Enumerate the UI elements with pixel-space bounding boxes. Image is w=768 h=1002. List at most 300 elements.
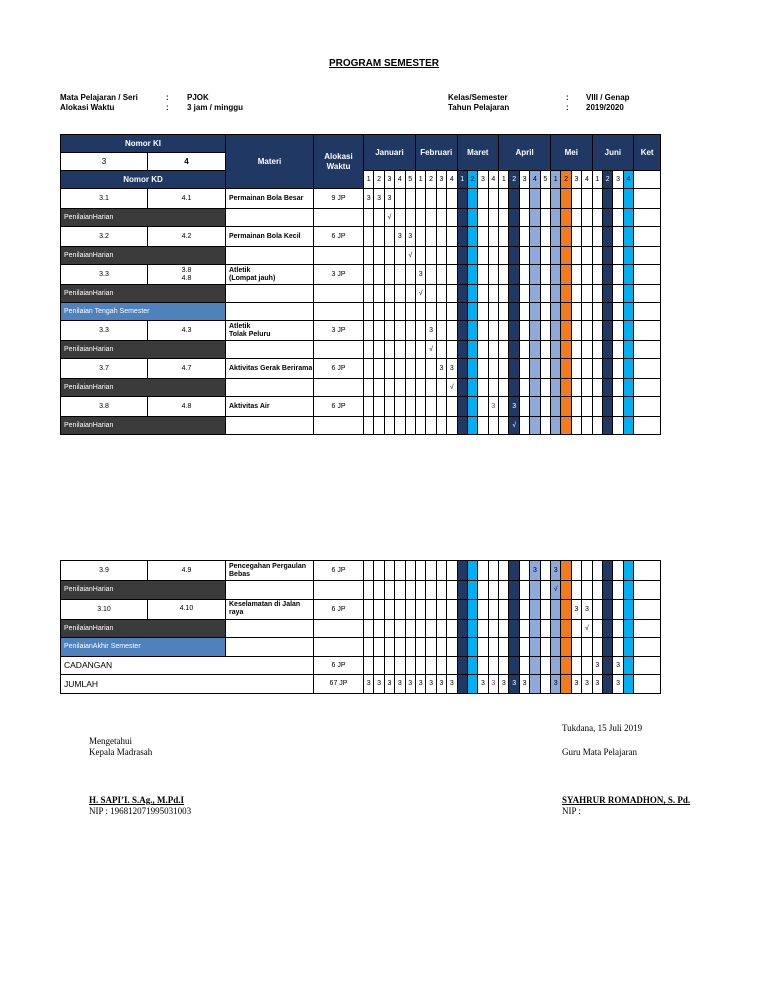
week-cell <box>551 599 561 619</box>
week-cell <box>571 619 581 638</box>
week-cell <box>457 303 467 321</box>
week-cell <box>623 656 633 675</box>
week-cell <box>530 321 540 341</box>
week-cell <box>613 189 623 209</box>
week-cell <box>561 656 571 675</box>
table-row <box>61 379 661 397</box>
week-cell <box>592 247 602 265</box>
week-cell <box>592 321 602 341</box>
week-cell <box>551 359 561 379</box>
week-cell <box>436 321 446 341</box>
week-cell <box>602 417 612 435</box>
alokasi-cell: 6 JP <box>314 561 364 581</box>
meta-left-values <box>187 93 243 113</box>
month-header: Maret <box>457 135 499 171</box>
month-header: Mei <box>551 135 593 171</box>
kd3-cell: 3.9 <box>61 561 148 581</box>
week-cell <box>426 619 436 638</box>
week-cell: 3 <box>488 397 498 417</box>
week-cell <box>395 417 405 435</box>
week-cell <box>478 341 488 359</box>
week-cell <box>509 599 519 619</box>
assessment-daily-label: PenilaianHarian <box>61 247 226 265</box>
semester-table-1 <box>60 134 661 435</box>
week-cell <box>571 341 581 359</box>
week-cell <box>405 321 415 341</box>
week-cell <box>436 417 446 435</box>
week-cell <box>457 619 467 638</box>
week-cell <box>384 359 394 379</box>
week-cell <box>436 227 446 247</box>
table-row <box>61 638 661 657</box>
week-cell <box>623 417 633 435</box>
week-cell <box>415 321 425 341</box>
week-cell <box>426 417 436 435</box>
week-cell <box>571 189 581 209</box>
week-cell <box>426 285 436 303</box>
week-cell <box>499 656 509 675</box>
ket-cell <box>634 561 661 581</box>
week-cell <box>364 619 374 638</box>
week-cell <box>415 247 425 265</box>
week-cell <box>530 417 540 435</box>
week-cell: 3 <box>519 675 529 694</box>
week-cell: 3 <box>364 675 374 694</box>
week-cell <box>613 561 623 581</box>
alokasi-cell: 6 JP <box>314 599 364 619</box>
week-cell <box>364 285 374 303</box>
week-cell <box>499 638 509 657</box>
week-cell <box>467 561 477 581</box>
week-cell <box>551 227 561 247</box>
week-cell <box>426 359 436 379</box>
week-cell <box>426 379 436 397</box>
week-cell <box>499 561 509 581</box>
week-cell <box>582 638 592 657</box>
week-cell <box>374 619 384 638</box>
week-cell <box>447 321 457 341</box>
week-cell <box>582 341 592 359</box>
meta-subject-value: PJOK <box>187 93 209 102</box>
ket-cell <box>634 247 661 265</box>
week-cell <box>395 581 405 600</box>
week-cell <box>540 247 550 265</box>
page-title: PROGRAM SEMESTER <box>328 58 439 69</box>
week-cell <box>530 341 540 359</box>
week-cell <box>530 303 540 321</box>
week-cell <box>415 209 425 227</box>
kd4-cell: 4.1 <box>148 189 226 209</box>
week-cell <box>509 561 519 581</box>
week-cell <box>602 656 612 675</box>
week-cell <box>530 359 540 379</box>
week-cell <box>488 581 498 600</box>
week-cell: 3 <box>582 675 592 694</box>
materi-cell: Atletik (Lompat jauh) <box>226 265 314 285</box>
week-cell <box>384 321 394 341</box>
week-cell <box>499 227 509 247</box>
week-cell <box>374 638 384 657</box>
week-cell: 3 <box>499 675 509 694</box>
week-cell <box>415 599 425 619</box>
ket-cell <box>634 417 661 435</box>
week-cell <box>478 638 488 657</box>
week-cell <box>405 359 415 379</box>
week-cell <box>426 656 436 675</box>
week-cell: 3 <box>509 397 519 417</box>
principal-name: H. SAPI’I. S.Ag., M.Pd.I <box>89 795 185 805</box>
week-cell <box>571 561 581 581</box>
week-cell: 3 <box>374 189 384 209</box>
week-cell <box>623 303 633 321</box>
week-cell <box>488 417 498 435</box>
week-cell <box>405 638 415 657</box>
week-cell <box>457 675 467 694</box>
week-cell <box>374 265 384 285</box>
materi-cell: Permainan Bola Kecil <box>226 227 314 247</box>
week-cell <box>530 379 540 397</box>
acknowledged-label: Mengetahui <box>89 736 132 746</box>
week-cell <box>519 656 529 675</box>
week-cell <box>395 321 405 341</box>
assessment-semester-label: Penilaian Tengah Semester <box>61 303 226 321</box>
week-cell <box>447 247 457 265</box>
meta-time-value: 3 jam / minggu <box>187 103 244 112</box>
colon: : <box>566 93 569 102</box>
week-cell <box>551 265 561 285</box>
week-cell <box>467 321 477 341</box>
week-number: 2 <box>426 171 436 189</box>
week-cell <box>602 397 612 417</box>
week-cell <box>415 341 425 359</box>
week-cell <box>540 341 550 359</box>
week-cell <box>551 209 561 227</box>
week-cell <box>623 209 633 227</box>
week-cell <box>467 265 477 285</box>
materi-cell: Pencegahan Pergaulan Bebas <box>226 561 314 581</box>
week-cell <box>488 247 498 265</box>
week-cell <box>530 581 540 600</box>
meta-year-value: 2019/2020 <box>586 103 624 112</box>
week-cell <box>364 209 374 227</box>
week-cell <box>582 417 592 435</box>
week-cell: 3 <box>426 675 436 694</box>
week-cell <box>447 341 457 359</box>
table-row <box>61 265 661 285</box>
week-cell <box>426 581 436 600</box>
week-cell <box>509 247 519 265</box>
week-cell <box>602 341 612 359</box>
week-cell <box>561 209 571 227</box>
week-cell <box>395 599 405 619</box>
week-number: 1 <box>457 171 467 189</box>
week-cell <box>415 417 425 435</box>
week-cell <box>488 359 498 379</box>
week-cell <box>613 247 623 265</box>
week-cell <box>436 656 446 675</box>
week-cell <box>499 189 509 209</box>
week-cell <box>561 285 571 303</box>
week-cell <box>467 656 477 675</box>
alokasi-cell <box>314 285 364 303</box>
week-cell <box>623 675 633 694</box>
week-cell <box>364 599 374 619</box>
week-cell <box>519 189 529 209</box>
materi-cell <box>226 285 314 303</box>
week-cell <box>374 417 384 435</box>
week-cell <box>384 581 394 600</box>
week-cell <box>457 397 467 417</box>
week-cell <box>561 247 571 265</box>
week-cell <box>405 341 415 359</box>
week-cell <box>457 359 467 379</box>
week-cell <box>467 359 477 379</box>
week-cell: 3 <box>426 321 436 341</box>
week-cell <box>499 359 509 379</box>
week-cell <box>405 397 415 417</box>
week-cell <box>467 397 477 417</box>
week-cell <box>571 227 581 247</box>
week-cell: 3 <box>436 675 446 694</box>
materi-cell <box>226 638 314 657</box>
week-cell: 3 <box>592 656 602 675</box>
week-cell <box>561 397 571 417</box>
week-cell <box>395 265 405 285</box>
week-cell <box>623 359 633 379</box>
assessment-daily-label: PenilaianHarian <box>61 379 226 397</box>
assessment-semester-label: PenilaianAkhir Semester <box>61 638 226 657</box>
ket-cell <box>634 397 661 417</box>
alokasi-cell: 67 JP <box>314 675 364 694</box>
week-cell <box>519 227 529 247</box>
week-cell <box>478 189 488 209</box>
meta-right-colons <box>566 93 569 113</box>
week-cell <box>374 227 384 247</box>
assessment-daily-label: PenilaianHarian <box>61 619 226 638</box>
week-cell <box>499 619 509 638</box>
week-cell <box>426 247 436 265</box>
week-cell <box>561 189 571 209</box>
week-number: 2 <box>467 171 477 189</box>
week-cell <box>519 417 529 435</box>
materi-header: Materi <box>226 135 314 189</box>
table-row <box>61 675 661 694</box>
materi-cell <box>226 247 314 265</box>
week-cell <box>436 397 446 417</box>
week-cell <box>457 638 467 657</box>
kd4-cell: 3.8 4.8 <box>148 265 226 285</box>
week-cell: 3 <box>405 675 415 694</box>
colon: : <box>166 93 169 102</box>
week-cell <box>467 227 477 247</box>
alokasi-cell <box>314 209 364 227</box>
week-cell <box>582 303 592 321</box>
week-cell <box>405 417 415 435</box>
table-row <box>61 303 661 321</box>
week-cell <box>447 656 457 675</box>
alokasi-cell <box>314 303 364 321</box>
week-cell <box>488 619 498 638</box>
week-cell <box>364 417 374 435</box>
week-cell <box>488 209 498 227</box>
week-cell <box>540 675 550 694</box>
week-cell <box>436 561 446 581</box>
week-number: 2 <box>509 171 519 189</box>
week-cell <box>571 209 581 227</box>
week-number: 4 <box>395 171 405 189</box>
week-cell <box>509 209 519 227</box>
place-date: Tukdana, 15 Juli 2019 <box>562 723 643 733</box>
week-cell <box>374 285 384 303</box>
materi-cell: Aktivitas Gerak Berirama <box>226 359 314 379</box>
meta-left-labels <box>60 93 138 113</box>
week-cell <box>447 397 457 417</box>
week-cell <box>436 265 446 285</box>
week-cell <box>571 285 581 303</box>
week-cell <box>571 265 581 285</box>
week-cell <box>519 561 529 581</box>
week-number: 1 <box>499 171 509 189</box>
week-cell <box>592 359 602 379</box>
ket-cell <box>634 638 661 657</box>
principal-nip: NIP : 196812071995031003 <box>89 806 192 816</box>
colon: : <box>166 103 169 112</box>
principal-role: Kepala Madrasah <box>89 747 153 757</box>
week-cell <box>540 209 550 227</box>
week-cell <box>447 581 457 600</box>
week-cell <box>499 265 509 285</box>
week-cell <box>384 303 394 321</box>
week-cell <box>478 417 488 435</box>
week-cell <box>457 656 467 675</box>
week-cell <box>478 561 488 581</box>
week-cell <box>571 303 581 321</box>
assessment-daily-label: PenilaianHarian <box>61 285 226 303</box>
week-cell <box>426 561 436 581</box>
week-cell <box>415 638 425 657</box>
kd3-cell: 3.10 <box>61 599 148 619</box>
week-cell <box>551 285 561 303</box>
week-cell: √ <box>509 417 519 435</box>
week-cell <box>488 265 498 285</box>
week-number: 1 <box>415 171 425 189</box>
week-cell <box>519 599 529 619</box>
week-cell <box>405 303 415 321</box>
week-cell <box>561 379 571 397</box>
week-cell <box>592 581 602 600</box>
week-cell <box>405 599 415 619</box>
week-cell <box>551 341 561 359</box>
week-cell <box>623 341 633 359</box>
week-cell <box>405 265 415 285</box>
week-cell <box>374 247 384 265</box>
week-cell <box>436 581 446 600</box>
week-cell <box>457 265 467 285</box>
week-cell <box>436 619 446 638</box>
week-cell <box>592 303 602 321</box>
week-cell <box>488 303 498 321</box>
week-cell <box>561 581 571 600</box>
materi-cell <box>226 581 314 600</box>
summary-label: CADANGAN <box>61 656 314 675</box>
week-cell <box>530 656 540 675</box>
table-row <box>61 189 661 209</box>
week-cell <box>602 189 612 209</box>
week-cell <box>395 359 405 379</box>
week-cell <box>602 638 612 657</box>
week-cell <box>530 599 540 619</box>
week-cell <box>374 561 384 581</box>
materi-cell: Atletik Tolak Peluru <box>226 321 314 341</box>
table-row <box>61 341 661 359</box>
week-cell <box>384 397 394 417</box>
week-cell <box>582 247 592 265</box>
month-header: Februari <box>415 135 457 171</box>
teacher-nip: NIP : <box>562 806 581 816</box>
week-number: 4 <box>582 171 592 189</box>
week-cell: √ <box>384 209 394 227</box>
alokasi-cell: 6 JP <box>314 397 364 417</box>
week-cell <box>592 417 602 435</box>
assessment-daily-label: PenilaianHarian <box>61 341 226 359</box>
week-cell <box>415 359 425 379</box>
week-cell <box>457 561 467 581</box>
week-cell <box>364 561 374 581</box>
week-cell <box>447 209 457 227</box>
assessment-daily-label: PenilaianHarian <box>61 417 226 435</box>
alokasi-cell <box>314 247 364 265</box>
week-cell <box>592 599 602 619</box>
week-cell <box>519 303 529 321</box>
week-cell <box>582 189 592 209</box>
week-cell <box>364 227 374 247</box>
week-cell <box>561 561 571 581</box>
week-cell <box>561 265 571 285</box>
materi-cell <box>226 379 314 397</box>
week-cell <box>540 379 550 397</box>
week-cell <box>436 285 446 303</box>
week-cell <box>530 189 540 209</box>
table-row <box>61 619 661 638</box>
week-cell: √ <box>426 341 436 359</box>
week-cell <box>405 561 415 581</box>
week-cell: √ <box>447 379 457 397</box>
alokasi-cell: 3 JP <box>314 265 364 285</box>
week-cell <box>374 599 384 619</box>
ket-cell <box>634 227 661 247</box>
ket-cell <box>634 209 661 227</box>
week-cell <box>582 209 592 227</box>
week-cell <box>447 303 457 321</box>
alokasi-cell: 6 JP <box>314 656 364 675</box>
week-cell <box>374 359 384 379</box>
nomor-kd-header: Nomor KD <box>61 171 226 189</box>
week-cell <box>602 265 612 285</box>
week-cell <box>623 581 633 600</box>
week-cell <box>415 189 425 209</box>
week-cell <box>623 265 633 285</box>
week-cell <box>457 227 467 247</box>
week-cell <box>436 379 446 397</box>
week-cell <box>467 581 477 600</box>
materi-cell: Permainan Bola Besar <box>226 189 314 209</box>
summary-label: JUMLAH <box>61 675 314 694</box>
week-cell <box>488 341 498 359</box>
week-cell <box>623 397 633 417</box>
week-cell <box>499 303 509 321</box>
week-cell <box>602 561 612 581</box>
week-cell <box>499 247 509 265</box>
